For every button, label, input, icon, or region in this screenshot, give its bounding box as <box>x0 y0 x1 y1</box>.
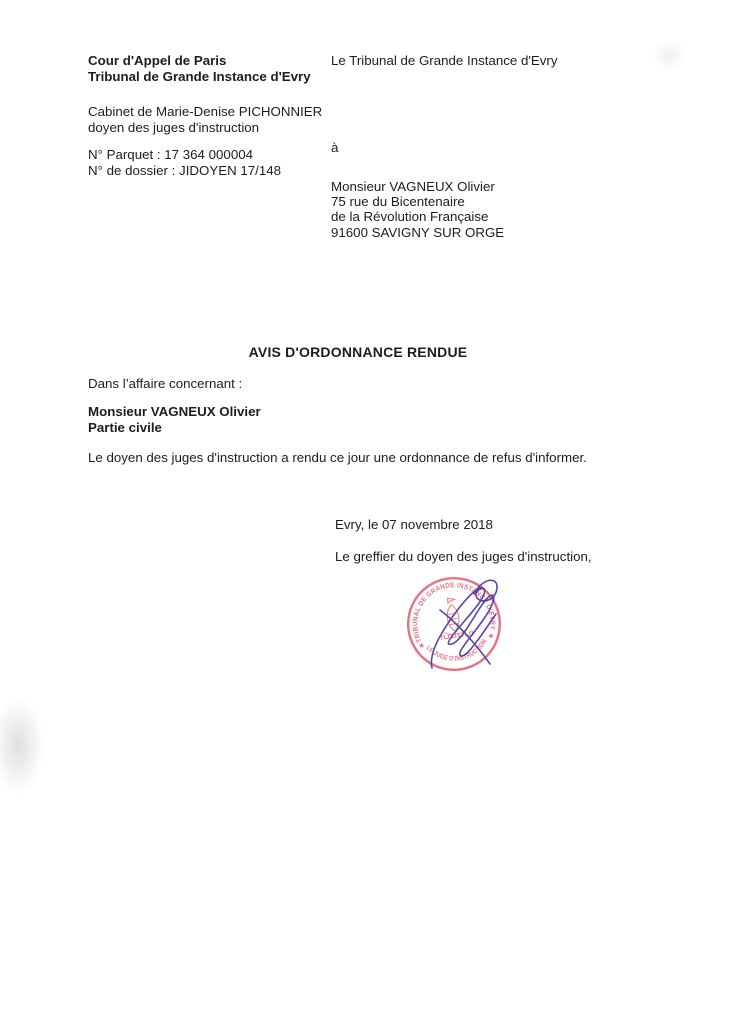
parquet-number: N° Parquet : 17 364 000004 <box>88 147 254 162</box>
scan-smudge-top-right <box>652 40 686 70</box>
document-title: AVIS D'ORDONNANCE RENDUE <box>248 344 468 360</box>
cabinet-line2: doyen des juges d'instruction <box>88 119 260 135</box>
case-intro: Dans l’affaire concernant : <box>88 376 243 391</box>
reference-numbers-block <box>88 147 281 178</box>
stamp-arc-top-text: TRIBUNAL DE GRANDE INSTANCE D'EVRY <box>412 582 496 644</box>
sender-line: Le Tribunal de Grande Instance d'Evry <box>331 53 558 68</box>
to-label: à <box>331 140 339 155</box>
notice-sentence: Le doyen des juges d'instruction a rendu ce jour une ordonnance de refus d'informer. <box>88 450 587 465</box>
party-role: Partie civile <box>88 419 162 435</box>
signature-svg <box>418 572 508 672</box>
recipient-name: Monsieur VAGNEUX Olivier <box>331 179 495 194</box>
court-name-line1: Cour d'Appel de Paris <box>88 53 227 68</box>
signature <box>418 572 508 672</box>
party-block <box>88 404 261 435</box>
cabinet-block <box>88 104 322 135</box>
recipient-address-line1: 75 rue du Bicentenaire <box>331 194 465 210</box>
cabinet-line1: Cabinet de Marie-Denise PICHONNIER <box>88 104 323 119</box>
place-date-line: Evry, le 07 novembre 2018 <box>335 517 493 532</box>
court-name-line2: Tribunal de Grande Instance d'Evry <box>88 68 311 84</box>
court-header-block <box>88 53 311 84</box>
party-name: Monsieur VAGNEUX Olivier <box>88 404 261 419</box>
stamp-arc-bottom-text: LE JUGE D'INSTRUCTION <box>424 637 489 663</box>
signatory-line: Le greffier du doyen des juges d'instruction, <box>335 549 592 564</box>
dossier-number: N° de dossier : JIDOYEN 17/148 <box>88 162 282 178</box>
stamp-star-left-icon: ★ <box>417 640 426 651</box>
stamp-star-right-icon: ★ <box>487 630 496 641</box>
recipient-address-block <box>331 179 504 240</box>
scan-smudge-bottom-left <box>0 698 44 794</box>
recipient-address-line3: 91600 SAVIGNY SUR ORGE <box>331 224 505 240</box>
recipient-address-line2: de la Révolution Française <box>331 209 489 225</box>
